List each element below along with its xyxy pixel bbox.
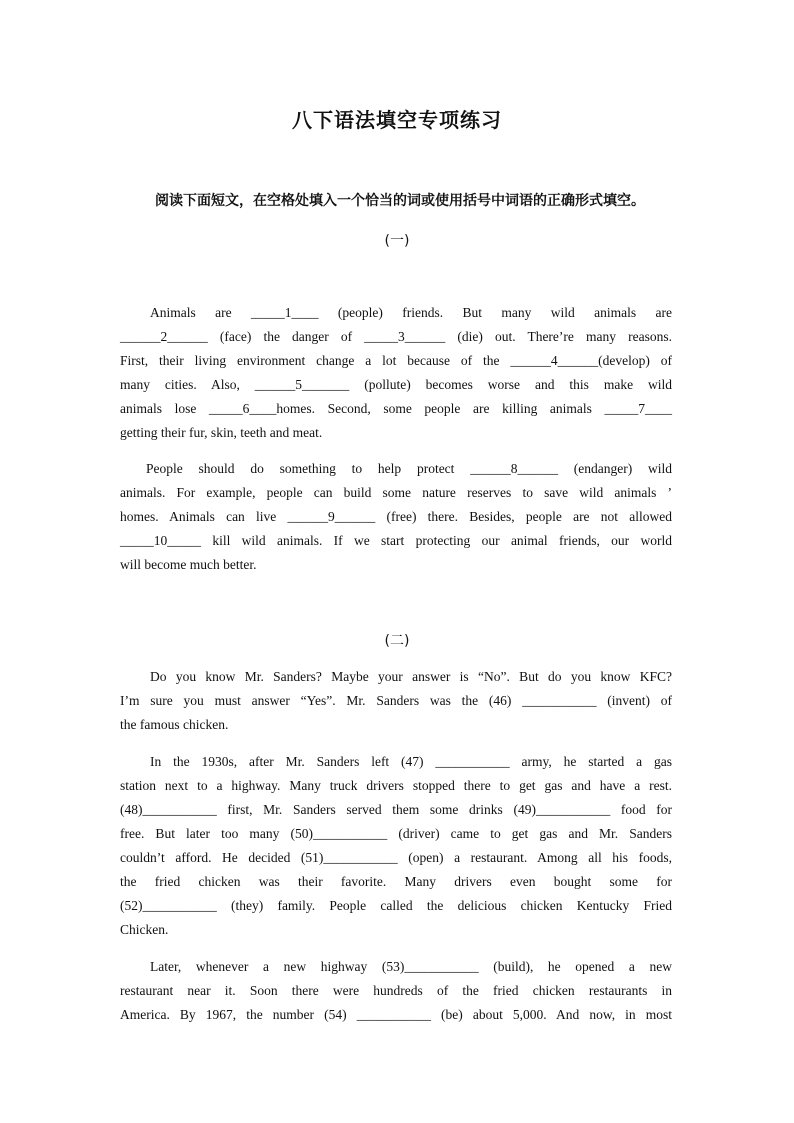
text-line: will become much better.	[120, 557, 257, 572]
text-line: First, their living environment change a lot because of the ______4______(develop) of	[120, 353, 672, 368]
text-line: animals lose _____6____homes. Second, some people are killing animals _____7____	[120, 401, 672, 416]
section-label-2: (二)	[384, 633, 410, 649]
text-line: the fried chicken was their favorite. Many drivers even bought some for	[120, 874, 672, 889]
section2-paragraph-1	[120, 665, 672, 737]
text-line: restaurant near it. Soon there were hundreds of the fried chicken restaurants in	[120, 983, 672, 998]
text-line: People should do something to help protect ______8______ (endanger) wild	[146, 461, 672, 476]
section1-paragraph-1	[120, 301, 672, 445]
text-line: America. By 1967, the number (54) ___________ (be) about 5,000. And now, in most	[120, 1007, 672, 1022]
text-line: station next to a highway. Many truck drivers stopped there to get gas and have a rest.	[120, 778, 672, 793]
text-line: free. But later too many (50)___________ (driver) came to get gas and Mr. Sanders	[120, 826, 672, 841]
text-line: many cities. Also, ______5_______ (pollute) becomes worse and this make wild	[120, 377, 672, 392]
text-line: couldn’t afford. He decided (51)___________ (open) a restaurant. Among all his foods,	[120, 850, 672, 865]
section1-paragraph-2	[120, 457, 672, 577]
text-line: homes. Animals can live ______9______ (free) there. Besides, people are not allowed	[120, 509, 672, 524]
text-line: (52)___________ (they) family. People called the delicious chicken Kentucky Fried	[120, 898, 672, 913]
instruction-text: 阅读下面短文，在空格处填入一个恰当的词或使用括号中词语的正确形式填空。	[155, 193, 645, 209]
text-line: the famous chicken.	[120, 717, 229, 732]
text-line: ______2______ (face) the danger of _____3______ (die) out. There’re many reasons.	[120, 329, 672, 344]
text-line: Later, whenever a new highway (53)___________ (build), he opened a new	[150, 959, 672, 974]
section-label-1: (一)	[384, 233, 410, 249]
text-line: animals. For example, people can build some nature reserves to save wild animals ’	[120, 485, 672, 500]
section2-paragraph-2	[120, 750, 672, 942]
section2-paragraph-3	[120, 955, 672, 1027]
text-line: Do you know Mr. Sanders? Maybe your answer is “No”. But do you know KFC?	[150, 669, 672, 684]
text-line: I’m sure you must answer “Yes”. Mr. Sanders was the (46) ___________ (invent) of	[120, 693, 672, 708]
page-title: 八下语法填空专项练习	[292, 108, 502, 132]
text-line: Animals are _____1____ (people) friends. But many wild animals are	[150, 305, 672, 320]
text-line: _____10_____ kill wild animals. If we start protecting our animal friends, our world	[120, 533, 672, 548]
text-line: getting their fur, skin, teeth and meat.	[120, 425, 323, 440]
text-line: (48)___________ first, Mr. Sanders served them some drinks (49)___________ food for	[120, 802, 672, 817]
text-line: In the 1930s, after Mr. Sanders left (47) ___________ army, he started a gas	[150, 754, 672, 769]
text-line: Chicken.	[120, 922, 169, 937]
